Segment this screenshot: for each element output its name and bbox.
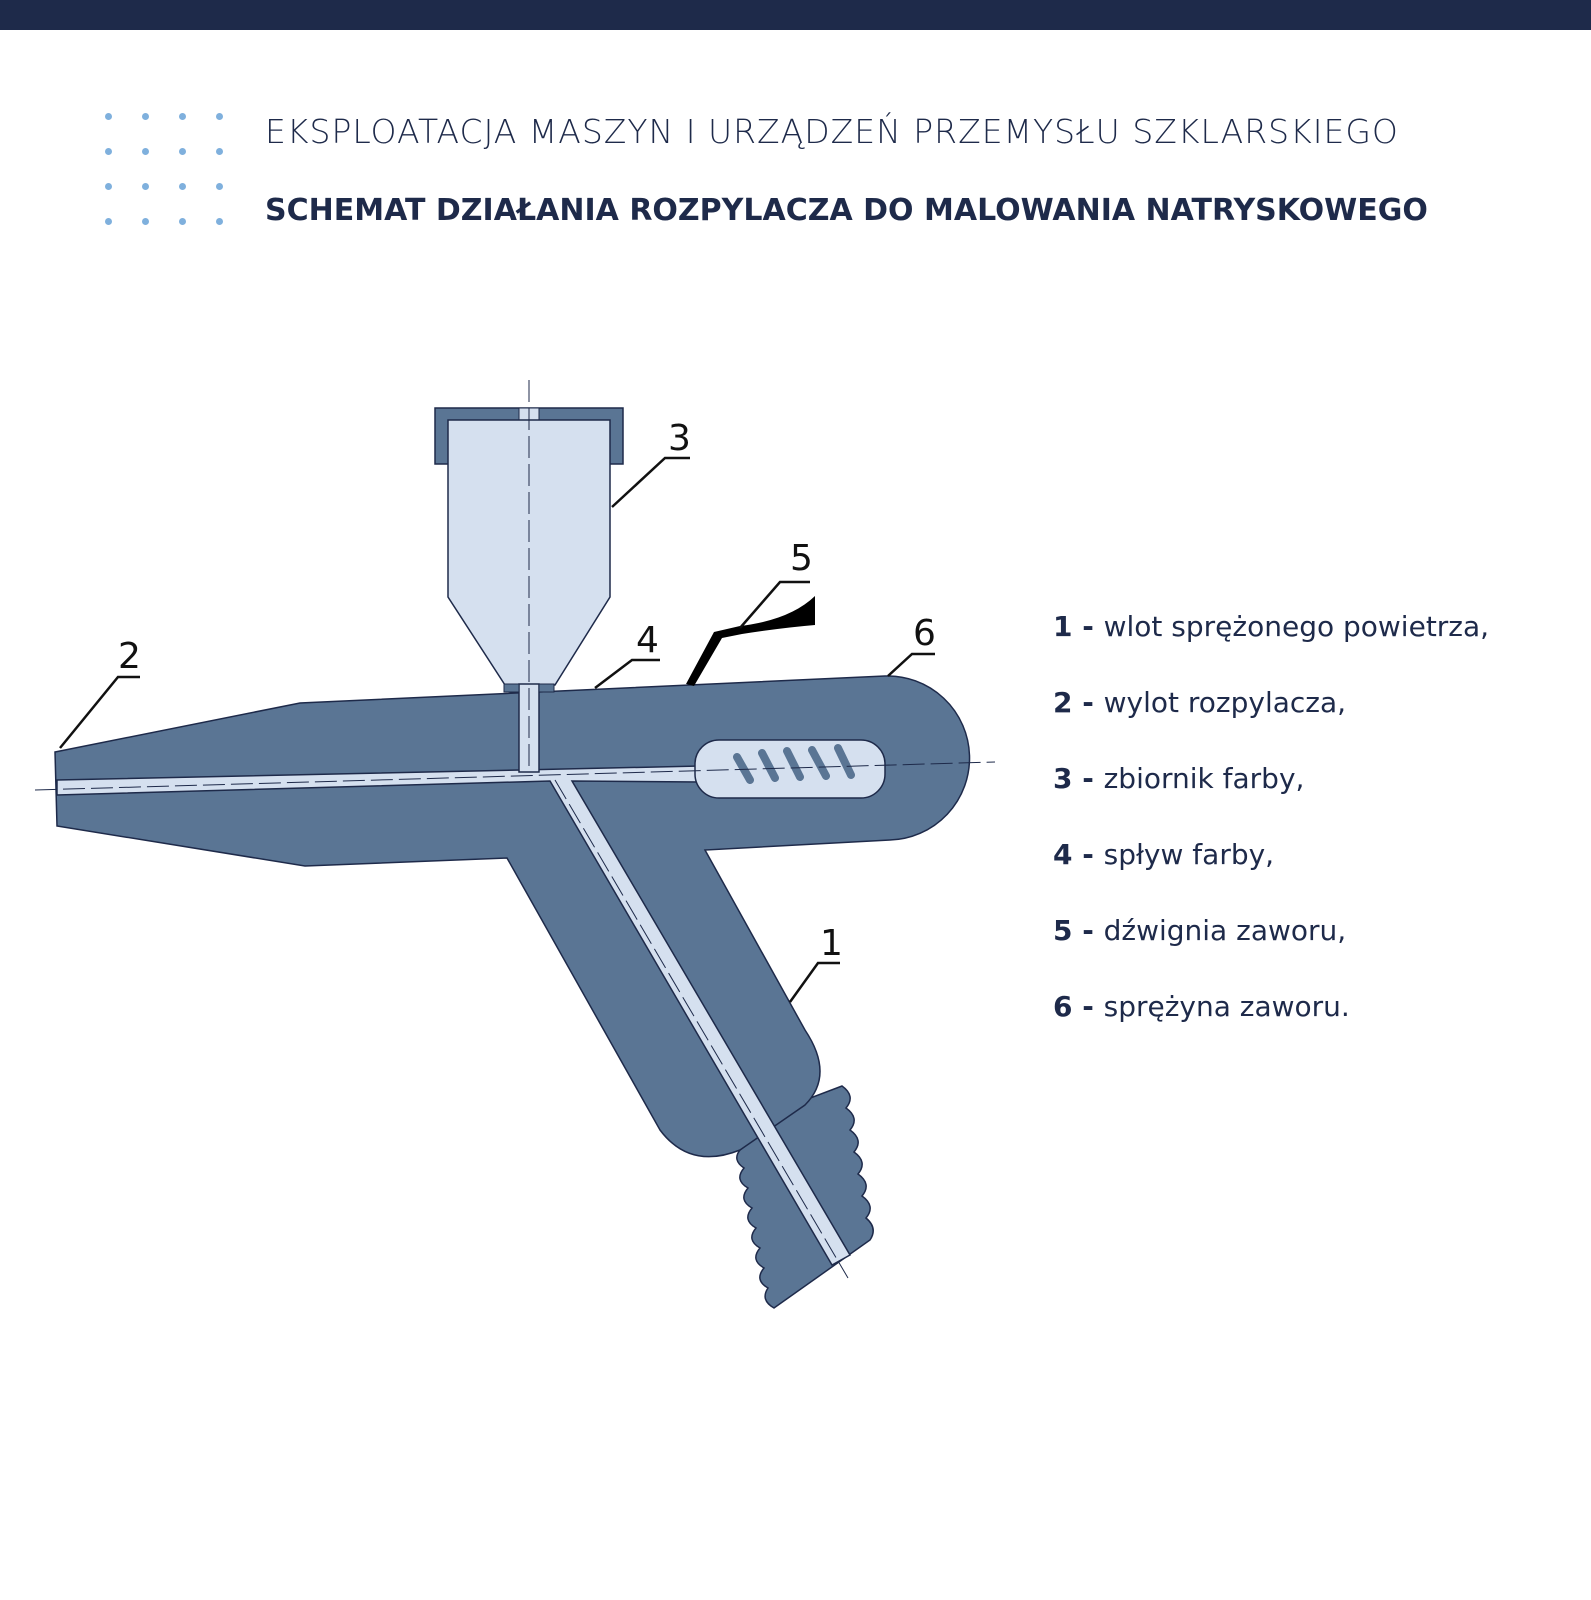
legend-item: 1 - wlot sprężonego powietrza, — [1053, 610, 1490, 643]
callout-3: 3 — [668, 418, 691, 459]
legend-item: 3 - zbiornik farby, — [1053, 762, 1305, 795]
callout-5: 5 — [790, 538, 813, 579]
callout-6: 6 — [913, 613, 936, 654]
course-subtitle: EKSPLOATACJA MASZYN I URZĄDZEŃ PRZEMYSŁU SZKLARSKIEGO — [265, 112, 1399, 151]
legend-item: 5 - dźwignia zaworu, — [1053, 914, 1347, 947]
callout-2: 2 — [118, 636, 141, 677]
valve-lever — [686, 596, 815, 686]
legend-item: 2 - wylot rozpylacza, — [1053, 686, 1347, 719]
page-title: SCHEMAT DZIAŁANIA ROZPYLACZA DO MALOWANIA NATRYSKOWEGO — [265, 193, 1428, 228]
callout-4: 4 — [636, 620, 659, 661]
legend-item: 4 - spływ farby, — [1053, 838, 1275, 871]
callout-1: 1 — [820, 923, 843, 964]
legend — [1053, 610, 1489, 1066]
legend-item: 6 - sprężyna zaworu. — [1053, 990, 1350, 1023]
